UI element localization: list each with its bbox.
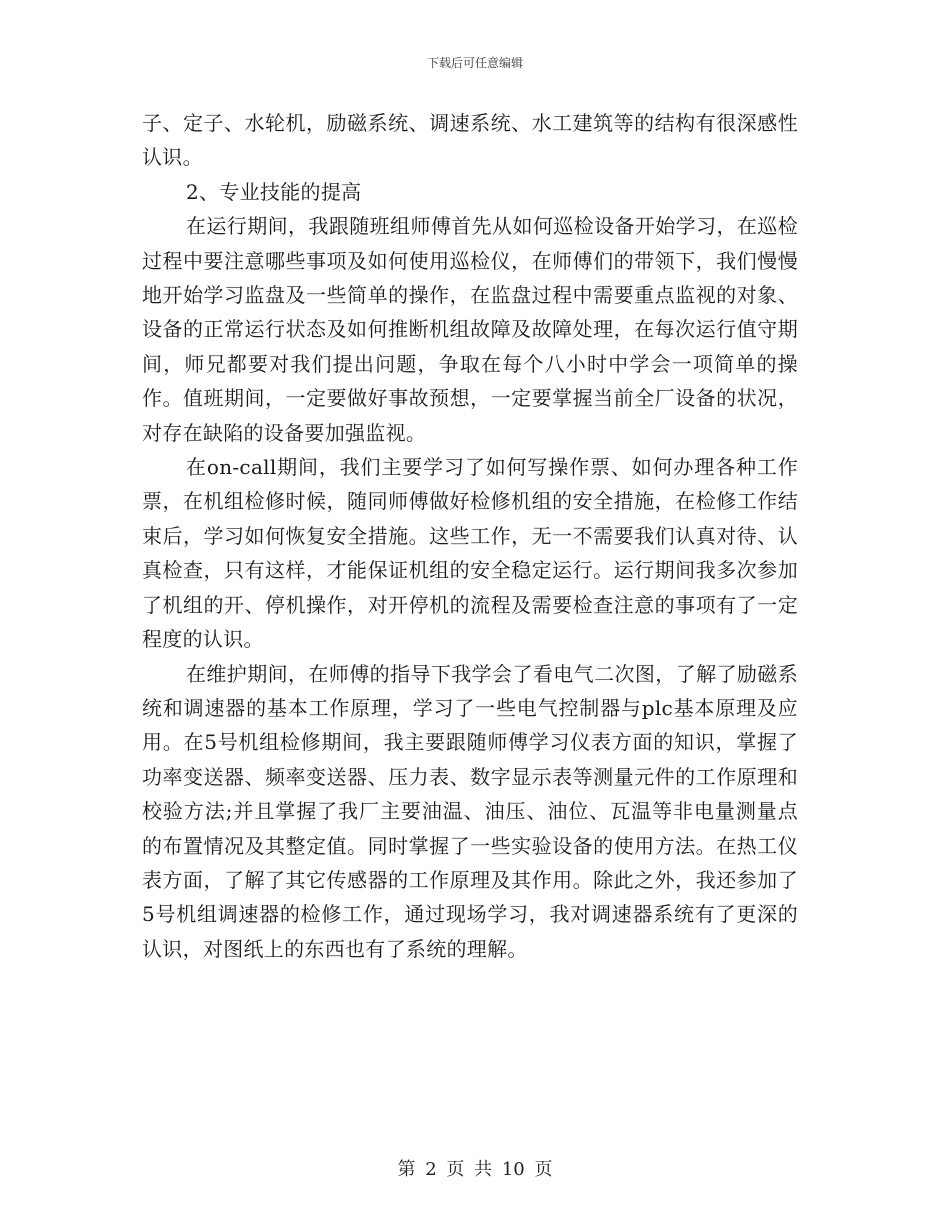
section-heading: 2、专业技能的提高 [186,179,362,204]
paragraph-operation: 在运行期间，我跟随班组师傅首先从如何巡检设备开始学习，在巡检过程中要注意哪些事项及如何使用巡检仪，在师傅们的带领下，我们慢慢地开始学习监盘及一些简单的操作，在监盘过程中需要重点监视的对象、设备的正常运行状态及如何推断机组故障及故障处理，在每次运行值守期间，师兄都要对我们提出问题，争取在每个八小时中学会一项简单的操作。值班期间，一定要做好事故预想，一定要掌握当前全厂设备的状况，对存在缺陷的设备要加强监视。 [142,214,798,445]
page-header: 下载后可任意编辑 [426,56,523,70]
paragraph-continuation: 子、定子、水轮机，励磁系统、调速系统、水工建筑等的结构有很深感性认识。 [142,111,798,170]
document-body [142,106,798,966]
paragraph-on-call: 在on-call期间，我们主要学习了如何写操作票、如何办理各种工作票，在机组检修时候，随同师傅做好检修机组的安全措施，在检修工作结束后，学习如何恢复安全措施。这些工作，无一不需要我们认真对待、认真检查，只有这样，才能保证机组的安全稳定运行。运行期间我多次参加了机组的开、停机操作，对开停机的流程及需要检查注意的事项有了一定程度的认识。 [142,455,798,652]
paragraph-maintenance: 在维护期间，在师傅的指导下我学会了看电气二次图，了解了励磁系统和调速器的基本工作原理，学习了一些电气控制器与plc基本原理及应用。在5号机组检修期间，我主要跟随师傅学习仪表方面的知识，掌握了功率变送器、频率变送器、压力表、数字显示表等测量元件的工作原理和校验方法;并且掌握了我厂主要油温、油压、油位、瓦温等非电量测量点的布置情况及其整定值。同时掌握了一些实验设备的使用方法。在热工仪表方面，了解了其它传感器的工作原理及其作用。除此之外，我还参加了5号机组调速器的检修工作，通过现场学习，我对调速器系统有了更深的认识，对图纸上的东西也有了系统的理解。 [142,661,798,961]
page-number: 第 2 页 共 10 页 [397,1159,553,1180]
